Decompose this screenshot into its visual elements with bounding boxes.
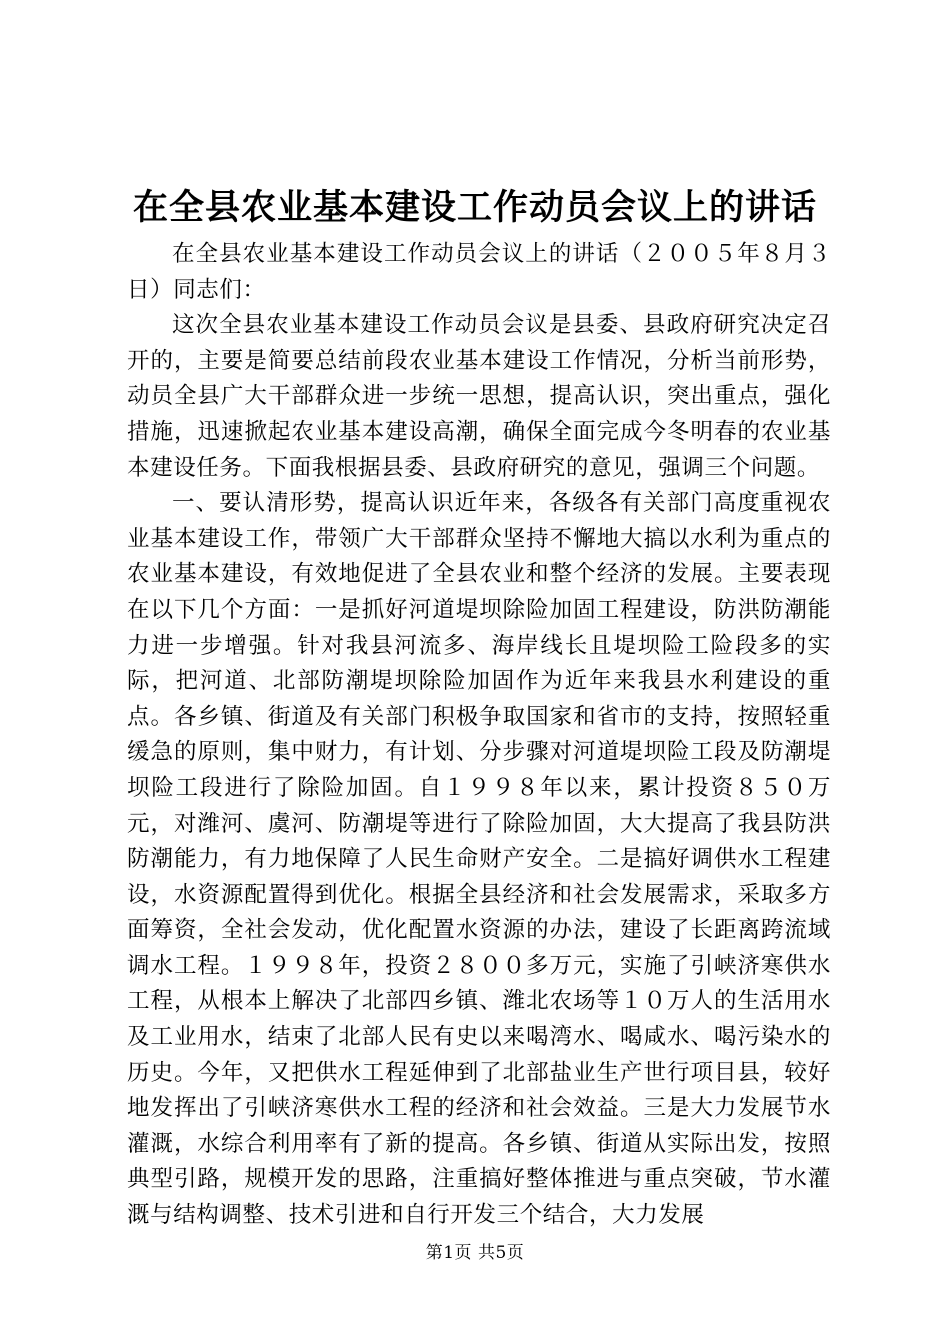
paragraph-intro: 在全县农业基本建设工作动员会议上的讲话（２００５年８月３日）同志们： bbox=[127, 241, 831, 303]
document-title: 在全县农业基本建设工作动员会议上的讲话 bbox=[132, 187, 817, 228]
page-number-footer: 第1页 共5页 bbox=[425, 1243, 525, 1263]
document-body bbox=[127, 237, 831, 1234]
paragraph-section-one: 一、要认清形势，提高认识近年来，各级各有关部门高度重视农业基本建设工作，带领广大干部群众坚持不懈地大搞以水利为重点的农业基本建设，有效地促进了全县农业和整个经济的发展。主要表现在以下几个方面：一是抓好河道堤坝除险加固工程建设，防洪防潮能力进一步增强。针对我县河流多、海岸线长且堤坝险工险段多的实际，把河道、北部防潮堤坝除险加固作为近年来我县水利建设的重点。各乡镇、街道及有关部门积极争取国家和省市的支持，按照轻重缓急的原则，集中财力，有计划、分步骤对河道堤坝险工段及防潮堤坝险工段进行了除险加固。自１９９８年以来，累计投资８５０万元，对潍河、虞河、防潮堤等进行了除险加固，大大提高了我县防洪防潮能力，有力地保障了人民生命财产安全。二是搞好调供水工程建设，水资源配置得到优化。根据全县经济和社会发展需求，采取多方面筹资，全社会发动，优化配置水资源的办法，建设了长距离跨流域调水工程。１９９８年，投资２８００多万元，实施了引峡济寒供水工程，从根本上解决了北部四乡镇、潍北农场等１０万人的生活用水及工业用水，结束了北部人民有史以来喝湾水、喝咸水、喝污染水的历史。今年，又把供水工程延伸到了北部盐业生产世行项目县，较好地发挥出了引峡济寒供水工程的经济和社会效益。三是大力发展节水灌溉，水综合利用率有了新的提高。各乡镇、街道从实际出发，按照典型引路，规模开发的思路，注重搞好整体推进与重点突破，节水灌溉与结构调整、技术引进和自行开发三个结合，大力发展 bbox=[127, 490, 831, 1229]
paragraph-purpose: 这次全县农业基本建设工作动员会议是县委、县政府研究决定召开的，主要是简要总结前段农业基本建设工作情况，分析当前形势，动员全县广大干部群众进一步统一思想，提高认识，突出重点，强化措施，迅速掀起农业基本建设高潮，确保全面完成今冬明春的农业基本建设任务。下面我根据县委、县政府研究的意见，强调三个问题。 bbox=[127, 312, 831, 481]
